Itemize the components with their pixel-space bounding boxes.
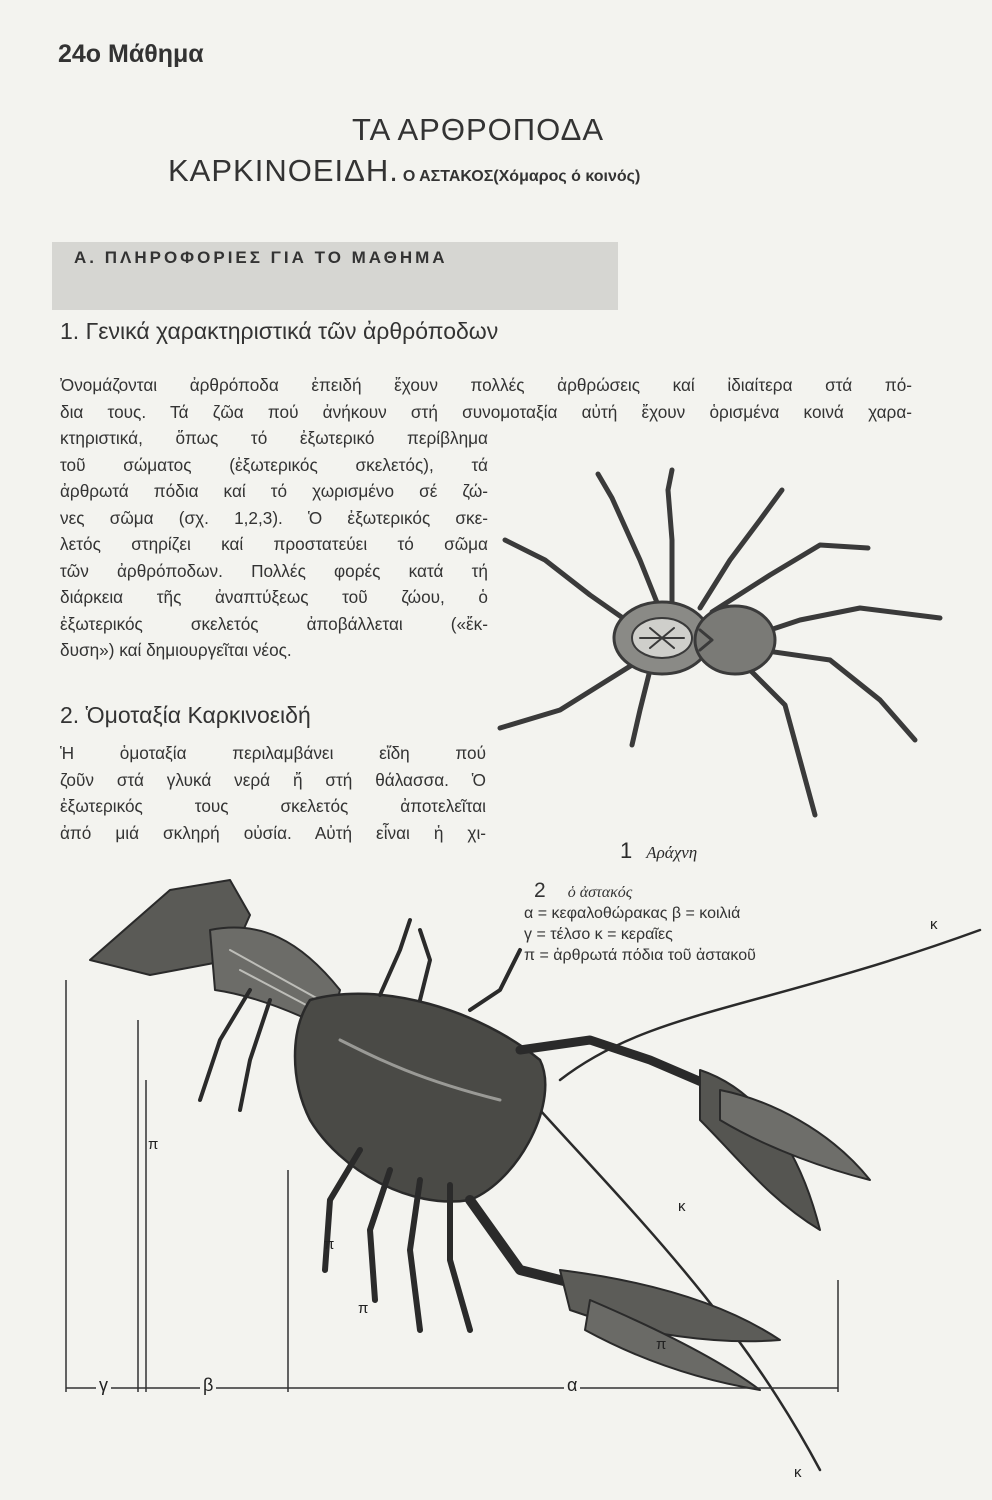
section-band-title: Α. ΠΛΗΡΟΦΟΡΙΕΣ ΓΙΑ ΤΟ ΜΑΘΗΜΑ: [74, 248, 448, 267]
text-line: δυση») καί δημιουργεῖται νέος.: [60, 640, 292, 660]
section-heading-1: 1. Γενικά χαρακτηριστικά τῶν ἀρθρόποδων: [60, 318, 499, 344]
label-leg-p: π: [656, 1336, 667, 1353]
label-leg-p: π: [358, 1300, 369, 1317]
figure-1-number: 1: [620, 838, 633, 863]
text-line: κτηριστικά, ὅπως τό ἐξωτερικό περίβλημα: [60, 428, 488, 448]
text-line: νες σῶμα (σχ. 1,2,3). Ὁ ἐξωτερικός σκε-: [60, 507, 488, 528]
text-line: ἐξωτερικός σκελετός ἀποβάλλεται («ἔκ-: [60, 613, 488, 634]
text-line: ἀρθρωτά πόδια καί τό χωρισμένο σέ ζώ-: [60, 481, 488, 501]
spider-illustration: [500, 470, 940, 815]
label-antenna-k: κ: [794, 1464, 802, 1481]
label-antenna-k: κ: [930, 916, 938, 933]
text-line: ἀπό μιά σκληρή οὐσία. Αὐτή εἶναι ἡ χι-: [60, 822, 486, 843]
subtitle-main: ΚΑΡΚΙΝΟΕΙΔΗ.: [168, 153, 399, 188]
label-leg-p: π: [148, 1136, 159, 1153]
lobster-illustration: [90, 880, 980, 1470]
label-leg-p: π: [324, 1236, 335, 1253]
section-heading-2: 2. Ὁμοταξία Καρκινοειδή: [60, 702, 311, 728]
lesson-number: 24ο Μάθημα: [58, 40, 204, 68]
figure-2-legend: [524, 880, 756, 966]
text-line: λετός στηρίζει καί προστατεύει τό σῶμα: [60, 534, 488, 554]
text-line: Ὀνομάζονται ἀρθρόποδα ἐπειδή ἔχουν πολλές ἀρθρώσεις καί ἰδιαίτερα στά πό-: [60, 375, 912, 395]
text-line: ἐξωτερικός τους σκελετός ἀποτελεῖται: [60, 796, 486, 816]
page-title: ΤΑ ΑΡΘΡΟΠΟΔΑ: [352, 112, 604, 147]
text-line: δια τους. Τά ζῶα πού ἀνήκουν στή συνομοταξία αὐτή ἔχουν ὁρισμένα κοινά χαρα-: [60, 401, 912, 422]
subtitle-small: Ο ΑΣΤΑΚΟΣ(Χόμαρος ό κοινός): [402, 168, 641, 185]
figure-2-number: 2: [534, 879, 546, 902]
text-line: τοῦ σώματος (ἐξωτερικός σκελετός), τά: [60, 454, 488, 475]
figure-1-title: Αράχνη: [646, 843, 698, 862]
text-line: τῶν ἀρθρόποδων. Πολλές φορές κατά τή: [60, 560, 488, 581]
label-antenna-k: κ: [678, 1198, 686, 1215]
text-line: ζοῦν στά γλυκά νερά ἤ στή θάλασσα. Ὁ: [60, 769, 486, 790]
figure-2-title: ὁ ἀστακός: [567, 884, 633, 901]
text-line: διάρκεια τῆς ἀναπτύξεως τοῦ ζώου, ὁ: [60, 587, 488, 607]
dimension-label-b: β: [200, 1375, 216, 1396]
dimension-label-a: α: [564, 1375, 580, 1396]
text-line: Ἡ ὁμοταξία περιλαμβάνει εἴδη πού: [60, 743, 486, 763]
legend-line: π = ἀρθρωτά πόδια τοῦ ἀστακοῦ: [524, 947, 756, 964]
legend-line: γ = τέλσο κ = κεραῖες: [524, 926, 673, 943]
figure-1-caption: [620, 838, 697, 864]
dimension-label-g: γ: [96, 1375, 111, 1396]
legend-line: α = κεφαλοθώρακας β = κοιλιά: [524, 905, 741, 922]
